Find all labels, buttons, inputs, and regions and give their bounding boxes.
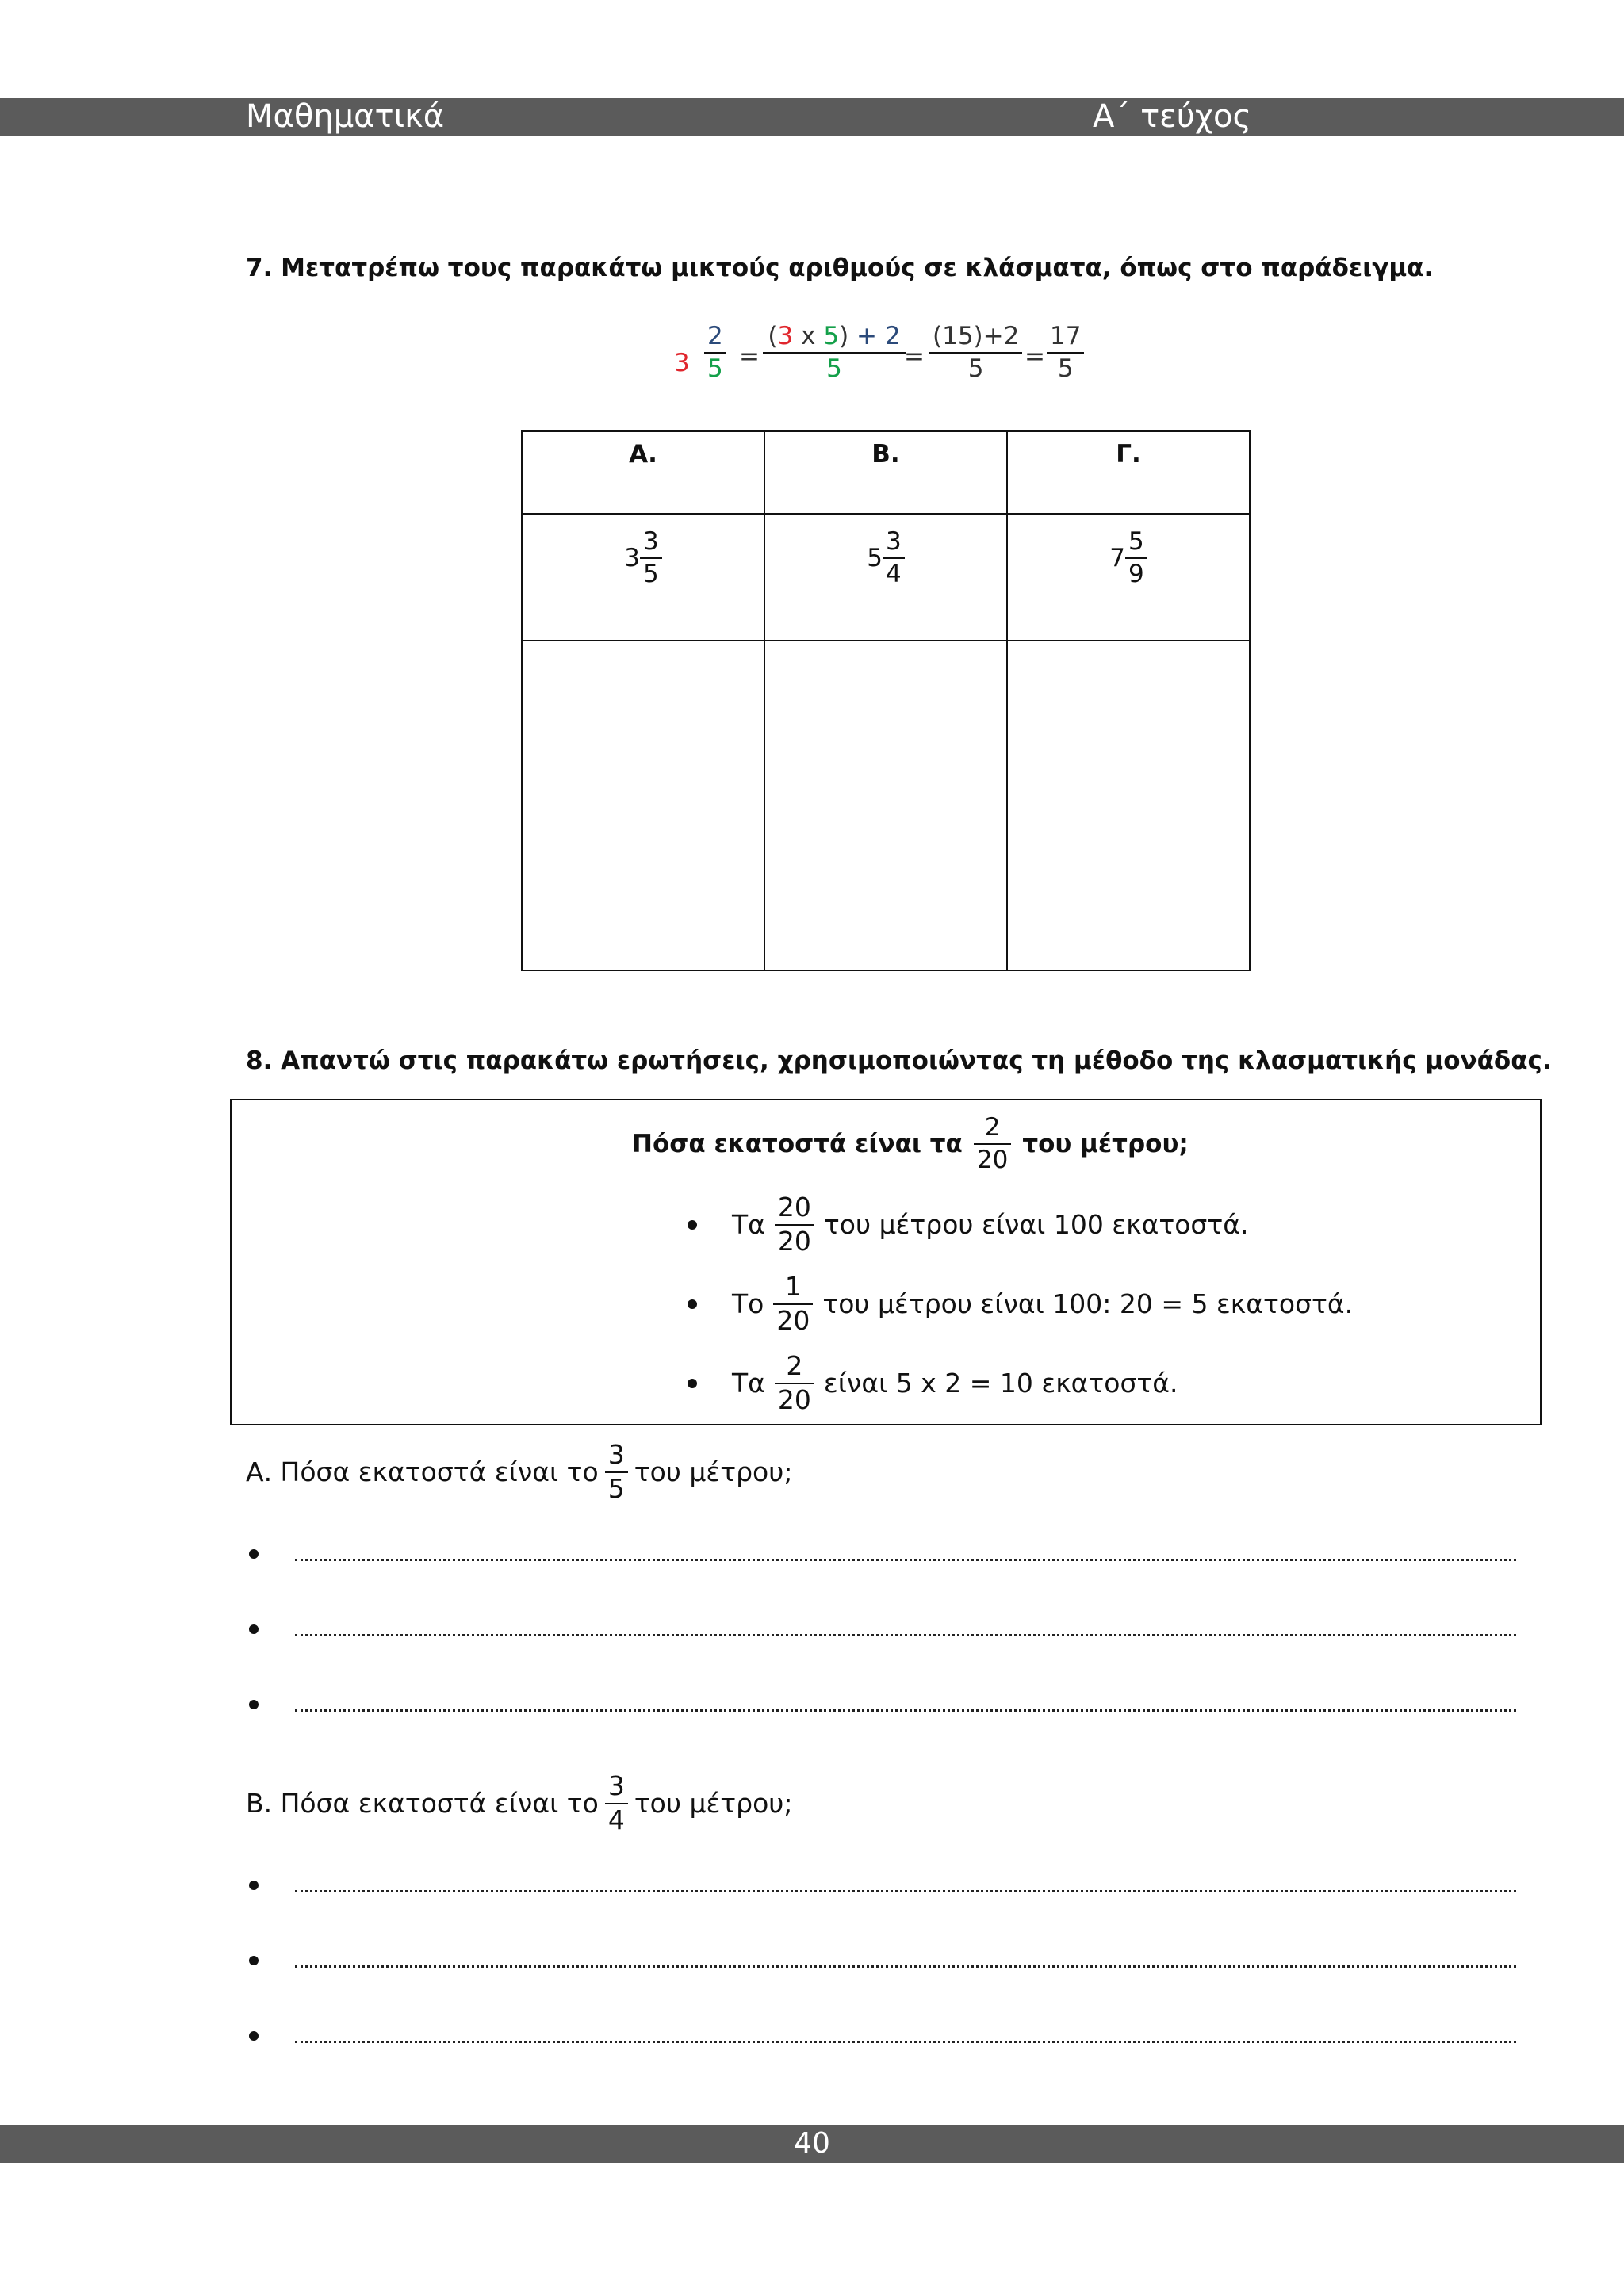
method-step-2: Το $\frac{1}{20}$ του μέτρου είναι 100: 20 = 5 εκατοστά. xyxy=(688,1273,1353,1334)
answer-cell-c[interactable] xyxy=(1007,641,1250,970)
equals-3: = xyxy=(1025,342,1045,371)
bullet xyxy=(249,1549,259,1559)
answer-line-a1[interactable] xyxy=(295,1559,1516,1561)
equals-2: = xyxy=(904,342,925,371)
bullet xyxy=(688,1379,697,1388)
answer-line-b3[interactable] xyxy=(295,2041,1516,2043)
mixed-number-c: 7 $\frac{5}{9}$ xyxy=(1007,514,1250,641)
answer-cell-b[interactable] xyxy=(764,641,1007,970)
answer-line-a3[interactable] xyxy=(295,1709,1516,1712)
bullet xyxy=(249,1624,259,1634)
answer-line-b1[interactable] xyxy=(295,1890,1516,1892)
footer-bar xyxy=(0,2125,1624,2163)
example-whole: 3 xyxy=(674,349,690,377)
volume-label: Α΄ τεύχος xyxy=(1093,98,1251,135)
bullet xyxy=(249,1881,259,1890)
example-fraction: $\frac{2}{5}$ xyxy=(704,323,726,381)
q7-title: 7. Μετατρέπω τους παρακάτω μικτούς αριθμούς σε κλάσματα, όπως στο παράδειγμα. xyxy=(246,254,1434,282)
answer-line-b2[interactable] xyxy=(295,1965,1516,1968)
bullet xyxy=(688,1299,697,1309)
answer-line-a2[interactable] xyxy=(295,1634,1516,1636)
mixed-number-b: 5 $\frac{3}{4}$ xyxy=(764,514,1007,641)
answer-cell-a[interactable] xyxy=(522,641,764,970)
part-a-question: Α. Πόσα εκατοστά είναι το $\frac{3}{5}$ του μέτρου; xyxy=(246,1439,793,1504)
col-header-a: Α. xyxy=(522,431,764,514)
method-step-3: Τα $\frac{2}{20}$ είναι 5 x 2 = 10 εκατοστά. xyxy=(688,1353,1178,1414)
header-bar xyxy=(0,98,1624,136)
example-result: $\frac{17}{5}$ xyxy=(1047,323,1084,381)
method-box xyxy=(230,1099,1542,1425)
mixed-number-a: 3 $\frac{3}{5}$ xyxy=(522,514,764,641)
bullet xyxy=(249,1956,259,1965)
equals-1: = xyxy=(739,342,760,371)
bullet xyxy=(249,2031,259,2041)
conversion-table xyxy=(521,430,1251,971)
part-b-question: Β. Πόσα εκατοστά είναι το $\frac{3}{4}$ του μέτρου; xyxy=(246,1770,793,1835)
subject-title: Μαθηματικά xyxy=(246,98,445,135)
bullet xyxy=(249,1700,259,1709)
method-question: Πόσα εκατοστά είναι τα $\frac{2}{20}$ του μέτρου; xyxy=(632,1113,1189,1174)
page-number: 40 xyxy=(794,2127,830,2160)
method-step-1: Τα $\frac{20}{20}$ του μέτρου είναι 100 εκατοστά. xyxy=(688,1194,1248,1255)
example-step-1: $\frac{(3 x 5) + 2}{5}$ xyxy=(763,323,906,381)
q8-title: 8. Απαντώ στις παρακάτω ερωτήσεις, χρησιμοποιώντας τη μέθοδο της κλασματικής μονάδας. xyxy=(246,1047,1552,1075)
col-header-c: Γ. xyxy=(1007,431,1250,514)
example-step-2: $\frac{(15)+2}{5}$ xyxy=(929,323,1022,381)
col-header-b: Β. xyxy=(764,431,1007,514)
bullet xyxy=(688,1220,697,1230)
